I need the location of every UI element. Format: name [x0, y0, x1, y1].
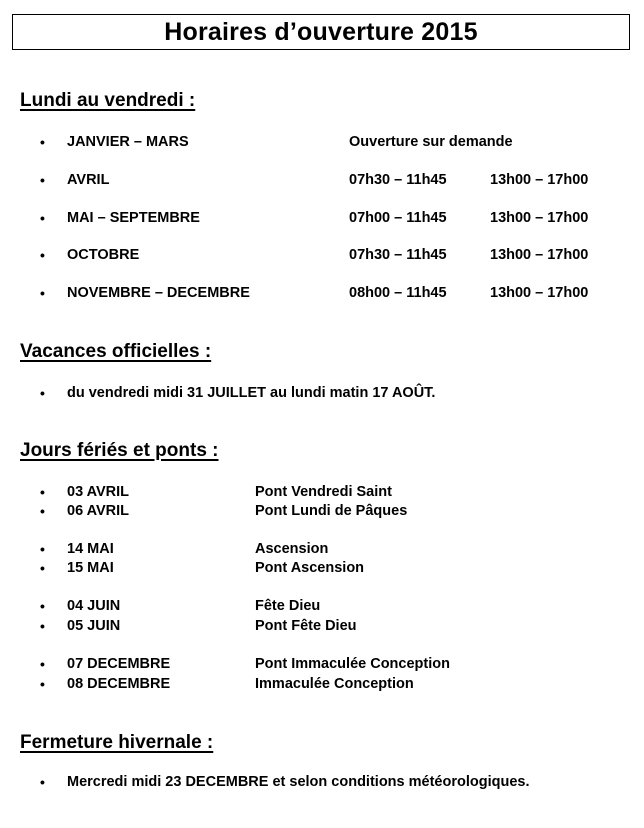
holiday-date: 04 JUIN [67, 598, 121, 614]
bullet-icon: • [40, 560, 45, 576]
bullet-icon: • [40, 134, 45, 150]
holiday-label: Pont Lundi de Pâques [255, 503, 408, 519]
holiday-date: 14 MAI [67, 541, 114, 557]
holiday-label: Ascension [255, 541, 329, 557]
holiday-label: Pont Immaculée Conception [255, 656, 450, 672]
holiday-date: 07 DECEMBRE [67, 656, 171, 672]
weekday-period: AVRIL [67, 172, 110, 188]
holiday-label: Pont Fête Dieu [255, 618, 357, 634]
bullet-icon: • [40, 598, 45, 614]
bullet-icon: • [40, 210, 45, 226]
weekday-morning: 08h00 – 11h45 [349, 285, 447, 301]
holiday-date: 08 DECEMBRE [67, 676, 171, 692]
page-title-text: Horaires d’ouverture 2015 [164, 17, 478, 46]
bullet-icon: • [40, 676, 45, 692]
weekday-period: JANVIER – MARS [67, 134, 189, 150]
weekday-period: MAI – SEPTEMBRE [67, 210, 200, 226]
weekday-period: NOVEMBRE – DECEMBRE [67, 285, 250, 301]
bullet-icon: • [40, 385, 45, 401]
bullet-icon: • [40, 774, 45, 790]
holiday-date: 03 AVRIL [67, 484, 130, 500]
weekday-morning: 07h30 – 11h45 [349, 172, 447, 188]
winter-heading: Fermeture hivernale : [20, 732, 214, 753]
bullet-icon: • [40, 618, 45, 634]
holiday-date: 06 AVRIL [67, 503, 130, 519]
holiday-label: Fête Dieu [255, 598, 321, 614]
vacations-heading: Vacances officielles : [20, 341, 212, 362]
holiday-date: 05 JUIN [67, 618, 121, 634]
weekday-afternoon: 13h00 – 17h00 [490, 285, 589, 301]
bullet-icon: • [40, 484, 45, 500]
weekday-period: OCTOBRE [67, 247, 140, 263]
weekday-afternoon: 13h00 – 17h00 [490, 210, 589, 226]
weekday-morning: 07h00 – 11h45 [349, 210, 447, 226]
bullet-icon: • [40, 247, 45, 263]
holiday-label: Pont Ascension [255, 560, 365, 576]
holidays-heading: Jours fériés et ponts : [20, 440, 219, 461]
vacation-text: du vendredi midi 31 JUILLET au lundi matin 17 AOÛT. [67, 385, 436, 401]
weekdays-heading: Lundi au vendredi : [20, 90, 196, 111]
holiday-label: Immaculée Conception [255, 676, 414, 692]
bullet-icon: • [40, 503, 45, 519]
weekday-afternoon: 13h00 – 17h00 [490, 172, 589, 188]
bullet-icon: • [40, 172, 45, 188]
weekday-afternoon: 13h00 – 17h00 [490, 247, 589, 263]
page-title [12, 14, 630, 50]
bullet-icon: • [40, 285, 45, 301]
weekday-morning: Ouverture sur demande [349, 134, 513, 150]
bullet-icon: • [40, 541, 45, 557]
weekday-morning: 07h30 – 11h45 [349, 247, 447, 263]
winter-text: Mercredi midi 23 DECEMBRE et selon conditions météorologiques. [67, 774, 530, 790]
holiday-date: 15 MAI [67, 560, 114, 576]
bullet-icon: • [40, 656, 45, 672]
holiday-label: Pont Vendredi Saint [255, 484, 392, 500]
